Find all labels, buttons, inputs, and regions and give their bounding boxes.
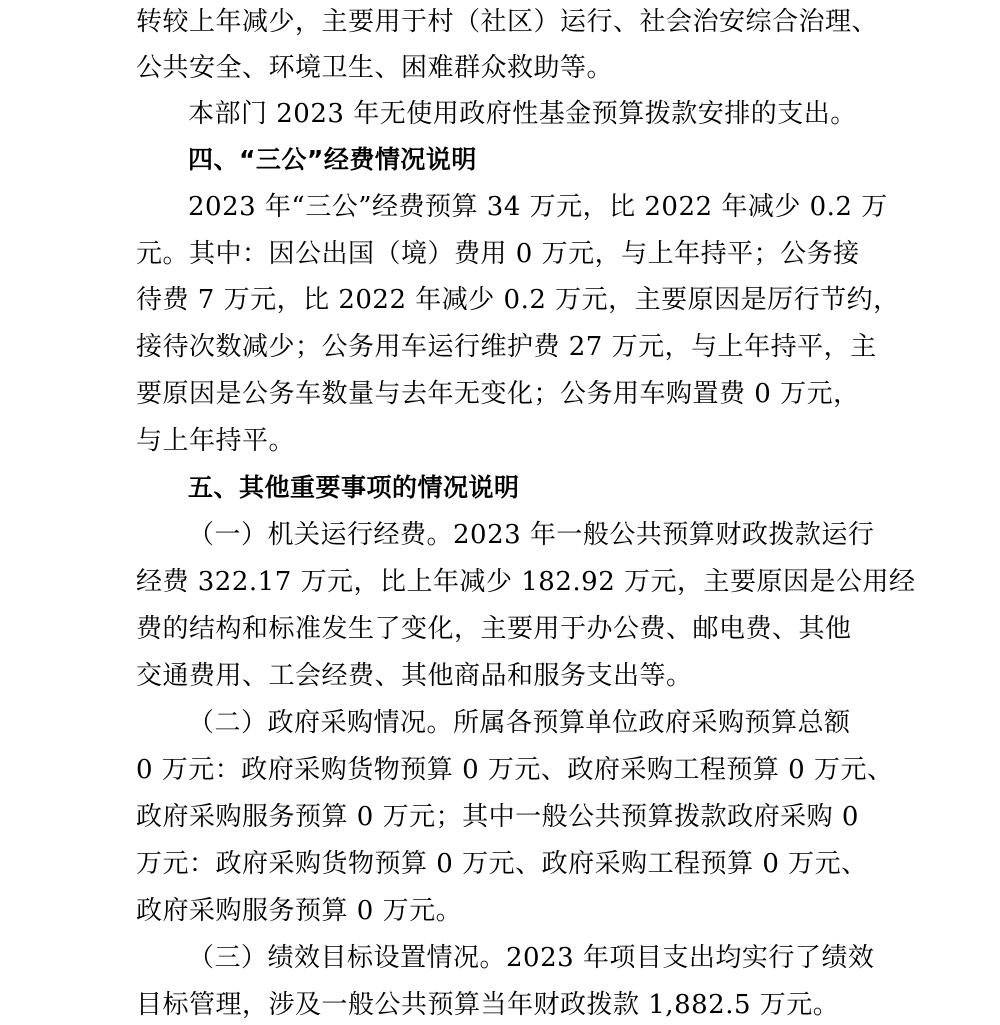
text-line: （二）政府采购情况。所属各预算单位政府采购预算总额 (188, 708, 851, 738)
text-line: 要原因是公务车数量与去年无变化；公务用车购置费 0 万元， (136, 379, 860, 409)
text-line: 公共安全、环境卫生、困难群众救助等。 (136, 53, 614, 83)
text-line: 交通费用、工会经费、其他商品和服务支出等。 (136, 661, 693, 691)
text-line: 元。其中：因公出国（境）费用 0 万元，与上年持平；公务接 (136, 239, 860, 269)
text-line: 目标管理，涉及一般公共预算当年财政拨款 1,882.5 万元。 (136, 990, 840, 1020)
text-line: 政府采购服务预算 0 万元。 (136, 896, 463, 926)
text-line: 万元：政府采购货物预算 0 万元、政府采购工程预算 0 万元、 (136, 849, 868, 879)
text-line: 0 万元：政府采购货物预算 0 万元、政府采购工程预算 0 万元、 (136, 755, 894, 785)
text-line: 本部门 2023 年无使用政府性基金预算拨款安排的支出。 (188, 99, 857, 129)
text-line: 政府采购服务预算 0 万元；其中一般公共预算拨款政府采购 0 (136, 802, 859, 832)
text-line: （一）机关运行经费。2023 年一般公共预算财政拨款运行 (188, 520, 875, 550)
text-line: 经费 322.17 万元，比上年减少 182.92 万元，主要原因是公用经 (136, 567, 916, 597)
text-line: 接待次数减少；公务用车运行维护费 27 万元，与上年持平，主 (136, 332, 877, 362)
text-line: 2023 年“三公”经费预算 34 万元，比 2022 年减少 0.2 万 (188, 192, 888, 222)
section-heading-four: 四、“三公”经费情况说明 (188, 145, 477, 174)
text-line: 转较上年减少，主要用于村（社区）运行、社会治安综合治理、 (136, 7, 879, 37)
text-line: 费的结构和标准发生了变化，主要用于办公费、邮电费、其他 (136, 614, 852, 644)
section-heading-five: 五、其他重要事项的情况说明 (188, 473, 520, 502)
text-line: 与上年持平。 (136, 426, 296, 456)
text-line: 待费 7 万元，比 2022 年减少 0.2 万元，主要原因是厉行节约， (136, 285, 900, 315)
text-line: （三）绩效目标设置情况。2023 年项目支出均实行了绩效 (188, 943, 875, 973)
